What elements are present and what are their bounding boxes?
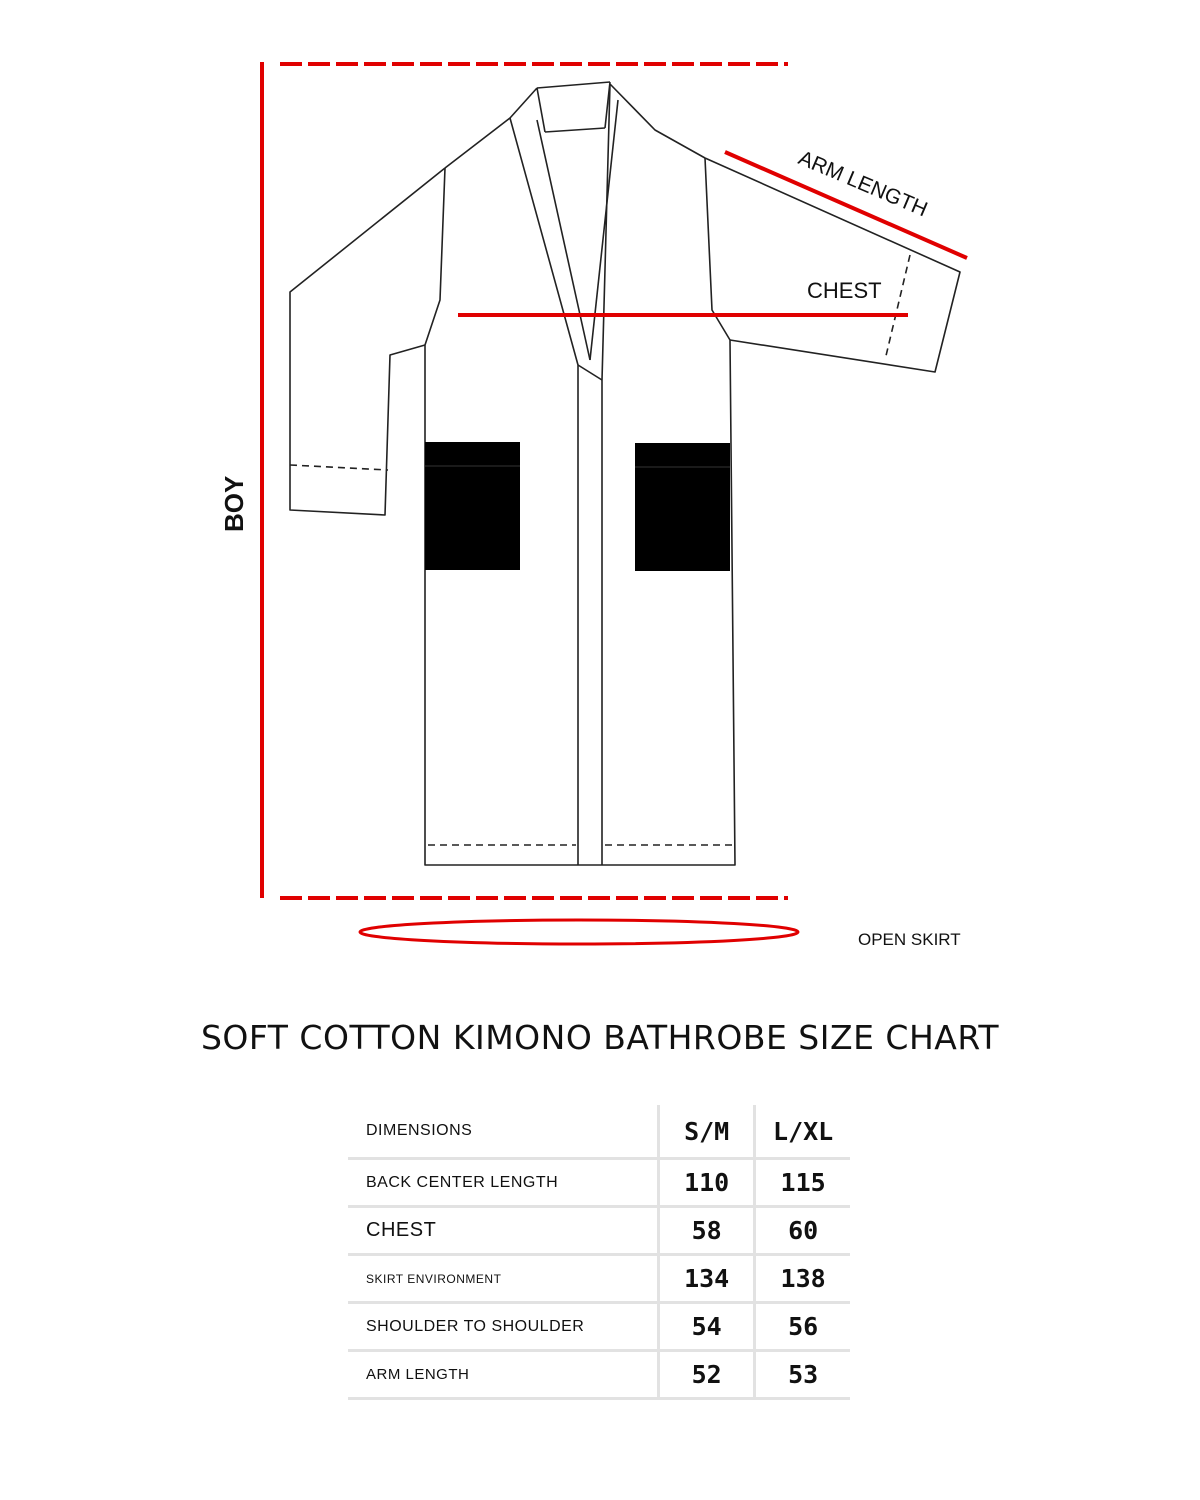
row-value-lxl: 115 — [755, 1159, 850, 1207]
arm-length-label: ARM LENGTH — [795, 146, 931, 222]
row-value-lxl: 60 — [755, 1207, 850, 1255]
robe-collar-inner — [545, 128, 605, 132]
robe-left-pocket — [425, 442, 520, 570]
table-row — [348, 1351, 850, 1399]
boy-label: BOY — [219, 475, 249, 532]
row-label: ARM LENGTH — [348, 1351, 659, 1399]
table-row — [348, 1159, 850, 1207]
table-row — [348, 1255, 850, 1303]
robe-right-sleeve — [705, 158, 960, 372]
row-value-sm: 110 — [659, 1159, 755, 1207]
open-skirt-label: OPEN SKIRT — [858, 930, 961, 949]
robe-right-pocket — [635, 443, 730, 571]
row-value-sm: 134 — [659, 1255, 755, 1303]
size-header-lxl: L/XL — [755, 1105, 850, 1159]
open-skirt-ellipse — [360, 920, 798, 944]
table-row — [348, 1207, 850, 1255]
size-header-sm: S/M — [659, 1105, 755, 1159]
robe-left-sleeve — [290, 168, 445, 515]
table-header-row — [348, 1105, 850, 1159]
row-value-sm: 52 — [659, 1351, 755, 1399]
row-value-sm: 58 — [659, 1207, 755, 1255]
row-label: BACK CENTER LENGTH — [348, 1159, 659, 1207]
row-value-lxl: 53 — [755, 1351, 850, 1399]
robe-right-shoulder — [610, 84, 705, 158]
row-value-lxl: 138 — [755, 1255, 850, 1303]
row-label: SHOULDER TO SHOULDER — [348, 1303, 659, 1351]
robe-left-shoulder — [445, 88, 537, 168]
robe-collar-back — [537, 82, 610, 88]
row-value-sm: 54 — [659, 1303, 755, 1351]
size-table — [348, 1105, 850, 1400]
dimensions-header: DIMENSIONS — [366, 1122, 473, 1139]
table-row — [348, 1303, 850, 1351]
robe-lapel-left — [510, 118, 578, 865]
row-label: SKIRT ENVIRONMENT — [348, 1255, 659, 1303]
page-title: SOFT COTTON KIMONO BATHROBE SIZE CHART — [200, 1018, 1000, 1057]
row-label: CHEST — [348, 1207, 659, 1255]
robe-outline — [290, 82, 960, 865]
row-value-lxl: 56 — [755, 1303, 850, 1351]
robe-lapel-right — [602, 84, 610, 865]
chest-label: CHEST — [807, 278, 882, 303]
